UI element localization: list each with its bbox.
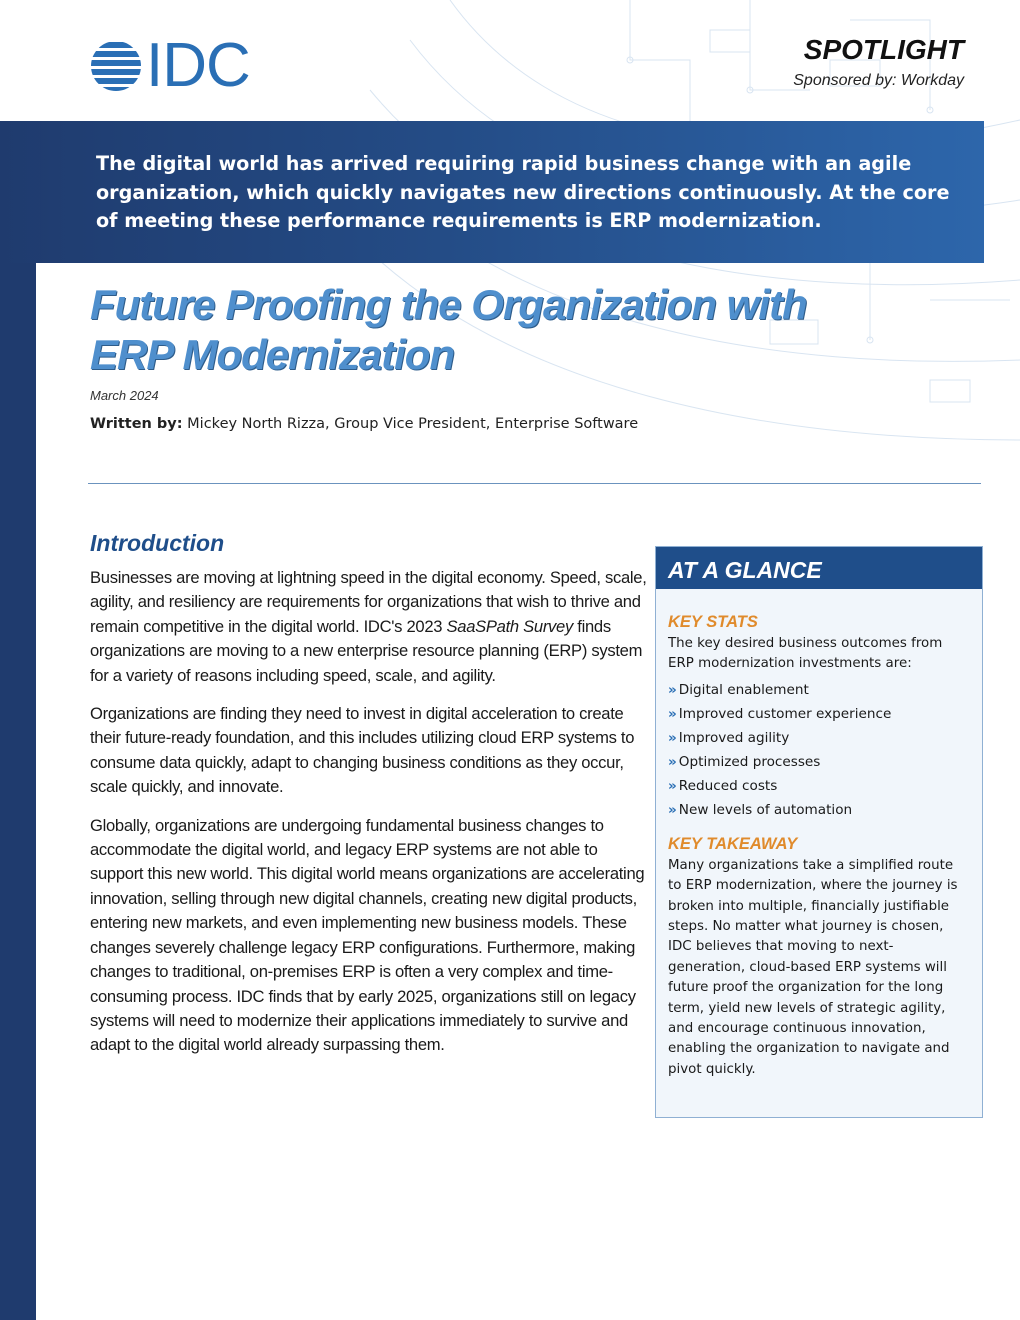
left-accent-bar <box>0 121 36 1320</box>
publication-date: March 2024 <box>90 388 159 403</box>
stat-label: Improved agility <box>678 729 790 746</box>
chevron-right-icon: » <box>668 777 677 794</box>
chevron-right-icon: » <box>668 681 677 698</box>
spotlight-label: SPOTLIGHT <box>803 34 964 65</box>
idc-logo <box>90 31 250 100</box>
at-a-glance-body <box>656 589 982 1080</box>
stat-label: New levels of automation <box>678 801 853 818</box>
summary-banner-text: The digital world has arrived requiring rapid business change with an agile organization, which quickly navigates new directions continuously. At the core of meeting these performance requirements is ERP modernization. <box>96 152 950 232</box>
author-label: Written by: <box>90 416 183 432</box>
introduction-body <box>90 566 650 1072</box>
list-item <box>668 726 970 750</box>
intro-p1-text-a: Businesses are moving at lightning speed in the digital economy. Speed, scale, agility, and resiliency are requirements for organizations that wish to thrive and remain competitive in the digital world. IDC's 2023 <box>90 568 647 636</box>
intro-p1-text-b: finds organizations are moving to a new enterprise resource planning (ERP) system for a variety of reasons including speed, scale, and agility. <box>90 616 643 685</box>
survey-name: SaaSPath Survey <box>446 616 573 636</box>
stat-label: Digital enablement <box>678 681 809 698</box>
key-takeaway-text: Many organizations take a simplified route to ERP modernization, where the journey is broken into multiple, financially justifiable steps. No matter what journey is chosen, IDC believes that moving to next-generation, cloud-based ERP systems will future proof the organization for the long term, yield new levels of strategic agility, and encourage continuous innovation, enabling the organization to navigate and pivot quickly. <box>668 857 958 1077</box>
list-item <box>668 678 970 702</box>
at-a-glance-heading: AT A GLANCE <box>656 547 982 589</box>
chevron-right-icon: » <box>668 801 677 818</box>
chevron-right-icon: » <box>668 705 677 722</box>
document-title: Future Proofing the Organization with ERP Modernization <box>90 281 807 378</box>
section-divider <box>88 483 981 484</box>
idc-globe-icon <box>90 40 142 92</box>
stat-label: Optimized processes <box>678 753 821 770</box>
list-item <box>668 774 970 798</box>
list-item <box>668 702 970 726</box>
intro-paragraph-1 <box>90 566 650 688</box>
intro-paragraph-3: Globally, organizations are undergoing fundamental business changes to accommodate the digital world, and legacy ERP systems are not able to support this new world. This digital world means organizations are accelerating innovation, selling through new digital channels, creating new digital products, entering new markets, and even implementing new business models. These changes severely challenge legacy ERP configurations. Furthermore, making changes to traditional, on-premises ERP is often a very complex and time-consuming process. IDC finds that by early 2025, organizations still on legacy systems will need to modernize their applications immediately to survive and adapt to the digital world already surpassing them. <box>90 815 645 1055</box>
author-name: Mickey North Rizza, Group Vice President, Enterprise Software <box>187 416 639 432</box>
key-stats-intro: The key desired business outcomes from ERP modernization investments are: <box>668 636 943 672</box>
stat-label: Reduced costs <box>678 777 778 794</box>
chevron-right-icon: » <box>668 729 677 746</box>
key-stats-list <box>668 678 970 822</box>
chevron-right-icon: » <box>668 753 677 770</box>
stat-label: Improved customer experience <box>678 705 892 722</box>
key-takeaway-heading: KEY TAKEAWAY <box>668 834 798 853</box>
logo-text: IDC <box>146 31 250 100</box>
list-item <box>668 798 970 822</box>
spotlight-header <box>793 34 964 90</box>
at-a-glance-box <box>655 546 983 1118</box>
introduction-heading: Introduction <box>90 530 225 556</box>
author-line <box>90 416 638 432</box>
sponsor-text: Sponsored by: Workday <box>793 72 964 89</box>
intro-paragraph-2: Organizations are finding they need to invest in digital acceleration to create their future-ready foundation, and this includes utilizing cloud ERP systems to consume data quickly, adapt to changing business conditions as they occur, scale quickly, and innovate. <box>90 704 635 797</box>
key-stats-heading: KEY STATS <box>668 613 758 631</box>
list-item <box>668 750 970 774</box>
